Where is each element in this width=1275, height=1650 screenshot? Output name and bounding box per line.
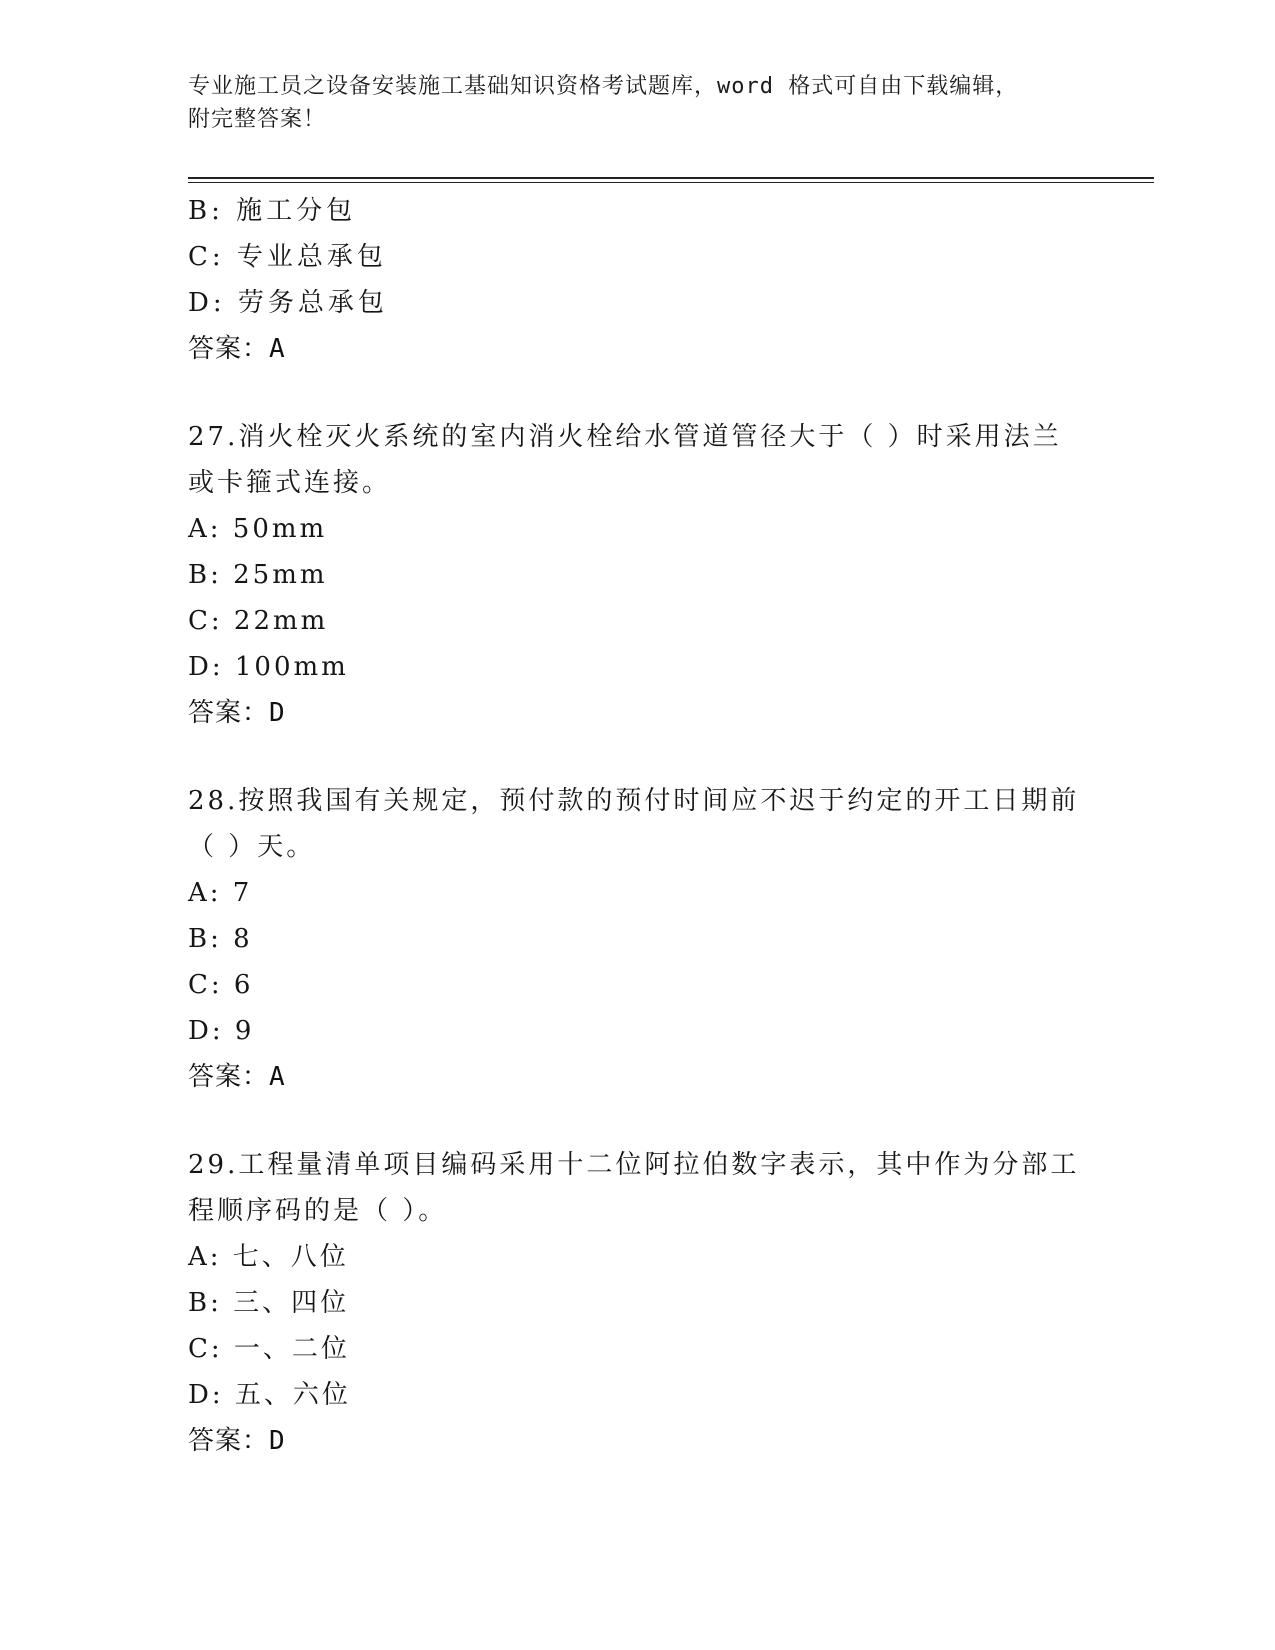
option-d: D: 劳务总承包 [188,288,388,318]
question-28 [188,778,1078,1100]
option-c: C: 一、二位 [188,1334,350,1364]
question-29 [188,1142,1078,1464]
option-c: C: 6 [188,970,254,1000]
answer-line: 答案：A [188,334,286,364]
answer-line: 答案：D [188,1426,286,1456]
option-a: A: 7 [188,878,253,908]
spacer [188,372,1078,414]
option-c: C: 22mm [188,606,329,636]
answer-line: 答案：A [188,1062,286,1092]
document-body [188,188,1078,1464]
option-b: B: 三、四位 [188,1288,350,1318]
option-b: B: 8 [188,924,253,954]
option-a: A: 七、八位 [188,1242,349,1272]
header-line-2: 附完整答案！ [188,107,327,132]
option-b: B: 25mm [188,560,328,590]
question-26-tail [188,188,1078,372]
option-d: D: 五、六位 [188,1380,351,1410]
spacer [188,1100,1078,1142]
option-b: B: 施工分包 [188,196,357,226]
option-d: D: 100mm [188,652,349,682]
question-text-line-1: 28.按照我国有关规定，预付款的预付时间应不迟于约定的开工日期前 [188,786,1080,816]
question-text-line-2: 程顺序码的是（ ）。 [188,1196,448,1226]
option-d: D: 9 [188,1016,255,1046]
header-divider-thick [188,177,1154,179]
answer-line: 答案：D [188,698,286,728]
header-divider-thin [188,182,1154,183]
option-c: C: 专业总承包 [188,242,387,272]
question-text-line-1: 27.消火栓灭火系统的室内消火栓给水管道管径大于（ ）时采用法兰 [188,422,1062,452]
question-text-line-1: 29.工程量清单项目编码采用十二位阿拉伯数字表示，其中作为分部工 [188,1150,1080,1180]
option-a: A: 50mm [188,514,328,544]
question-27 [188,414,1078,736]
document-header [188,70,1068,136]
header-line-1: 专业施工员之设备安装施工基础知识资格考试题库，word 格式可自由下载编辑， [188,74,1019,99]
spacer [188,736,1078,778]
question-text-line-2: （ ）天。 [188,832,316,862]
question-text-line-2: 或卡箍式连接。 [188,468,392,498]
